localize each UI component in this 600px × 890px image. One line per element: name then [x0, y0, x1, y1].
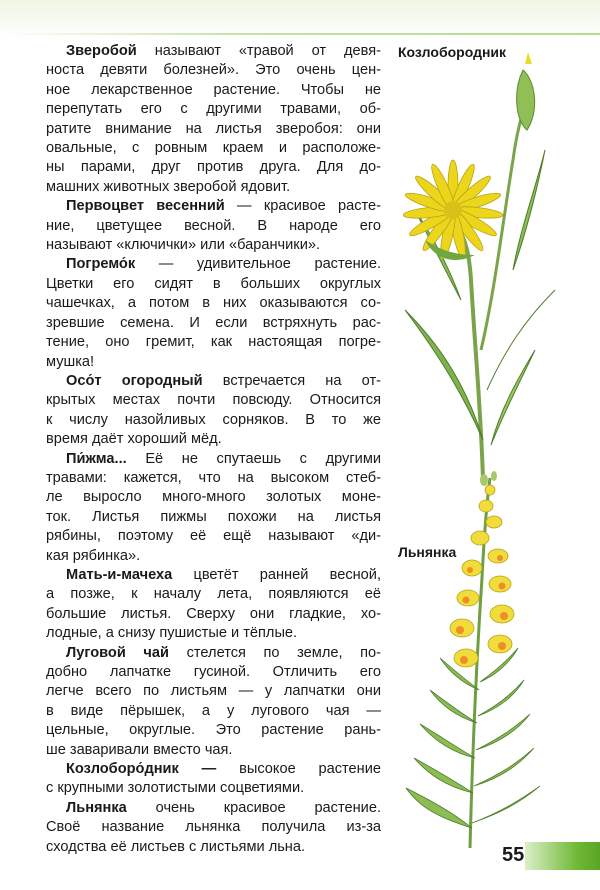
paragraph-line: сходства её листьев с листьями льна. — [46, 838, 306, 855]
paragraph-line: Зверобой называют «травой от девя- — [66, 43, 381, 59]
paragraph-line: в виде пёрышек, а у лугового чая — — [46, 702, 381, 719]
paragraph-line: Своё название льнянка получила из-за — [46, 819, 381, 836]
term-pervocvet: Первоцвет весенний — [66, 198, 225, 215]
paragraph-line: с крупными золотистыми соцветиями. — [46, 780, 305, 797]
paragraph-line: Козлоборо́дник — высокое растение — [66, 761, 382, 778]
paragraph-line: Первоцвет весенний — красивое расте- — [66, 198, 381, 215]
paragraph-line: Цветки его сидят в больших округлых — [46, 275, 381, 292]
paragraph-line: рябины, поэтому её ещё называют «ди- — [46, 528, 381, 545]
paragraph-line: Луговой чай стелется по земле, по- — [66, 644, 381, 661]
paragraph-line: к числу назойливых сорняков. В то же — [46, 411, 381, 428]
term-pogremok: Погремо́к — [66, 256, 136, 273]
paragraph-line: перепутать его с другими травами, об- — [46, 101, 381, 118]
paragraph-line: ное лекарственное растение. Чтобы не — [46, 81, 381, 98]
page-number: 55 — [502, 844, 525, 866]
lnyanka-illustration — [400, 468, 550, 848]
paragraph-line: Погремо́к — удивительное растение. — [66, 256, 382, 273]
paragraph-line: ны парами, друг против друга. Для до- — [46, 159, 381, 176]
paragraph-line: называют «ключички» или «баранчики». — [46, 237, 321, 254]
paragraph-line: цельные, округлые. Это растение рань- — [46, 722, 381, 739]
paragraph-line: мушка! — [46, 353, 95, 370]
page-number-band — [525, 842, 600, 870]
paragraph-line: носта девяти болезней». Это очень цен- — [46, 62, 381, 79]
paragraph-line: ратите внимание на листья зверобоя: они — [46, 120, 381, 137]
paragraph-line: Льнянка очень красивое растение. — [66, 799, 381, 816]
paragraph-line: овальные, с ровным краем и расположе- — [46, 140, 381, 157]
paragraph-line: ше заваривали вместо чая. — [46, 741, 233, 758]
paragraph-line: а позже, к началу лета, появляются её — [46, 586, 381, 603]
paragraph-line: Осо́т огородный встречается на от- — [66, 372, 381, 389]
term-lnyanka: Льнянка — [66, 799, 127, 816]
term-pizhma: Пи́жма... — [66, 450, 127, 467]
main-text-column — [46, 42, 381, 857]
paragraph-line: зревшие семена. И если встряхнуть рас- — [46, 314, 381, 331]
term-lugovoy-chai: Луговой чай — [66, 644, 169, 661]
paragraph-line: ле выросло много-много золотых моне- — [46, 489, 381, 506]
paragraph-line: ток. Листья пижмы похожи на листья — [46, 508, 381, 525]
paragraph-line: машних животных зверобой ядовит. — [46, 178, 291, 195]
paragraph-line: Мать-и-мачеха цветёт ранней весной, — [66, 566, 381, 583]
paragraph-line: лодные, а снизу пушистые и тёплые. — [46, 625, 298, 642]
term-zveroboy: Зверобой — [66, 43, 137, 59]
paragraph-line: время даёт хороший мёд. — [46, 431, 222, 448]
term-osot: Осо́т огородный — [66, 372, 203, 389]
kozloborodnik-illustration — [395, 50, 565, 480]
paragraph-line: кая рябинка». — [46, 547, 141, 564]
term-kozloborodnik: Козлоборо́дник — — [66, 761, 217, 778]
paragraph-line: тение, оно гремит, как настоящая погре- — [46, 334, 381, 351]
paragraph-line: ние, цветущее весной. В народе его — [46, 217, 381, 234]
paragraph-line: легче всего по листьям — у лапчатки они — [46, 683, 381, 700]
paragraph-line: добно лапчатке гусиной. Отличить его — [46, 664, 381, 680]
top-decor-line — [0, 33, 600, 35]
paragraph-line: травами: кажется, что на высоком стеб- — [46, 469, 381, 486]
term-mat-i-macheha: Мать-и-мачеха — [66, 566, 173, 583]
paragraph-line: крытых местах почти повсюду. Относится — [46, 392, 381, 409]
paragraph-line: большие листья. Сверху они гладкие, хо- — [46, 605, 381, 622]
caption-lnyanka: Льнянка — [398, 544, 457, 560]
paragraph-line: чашечках, а потом в них оказываются со- — [46, 295, 381, 312]
caption-kozloborodnik: Козлобородник — [398, 44, 507, 60]
paragraph-line: Пи́жма... Её не спутаешь с другими — [66, 450, 382, 467]
